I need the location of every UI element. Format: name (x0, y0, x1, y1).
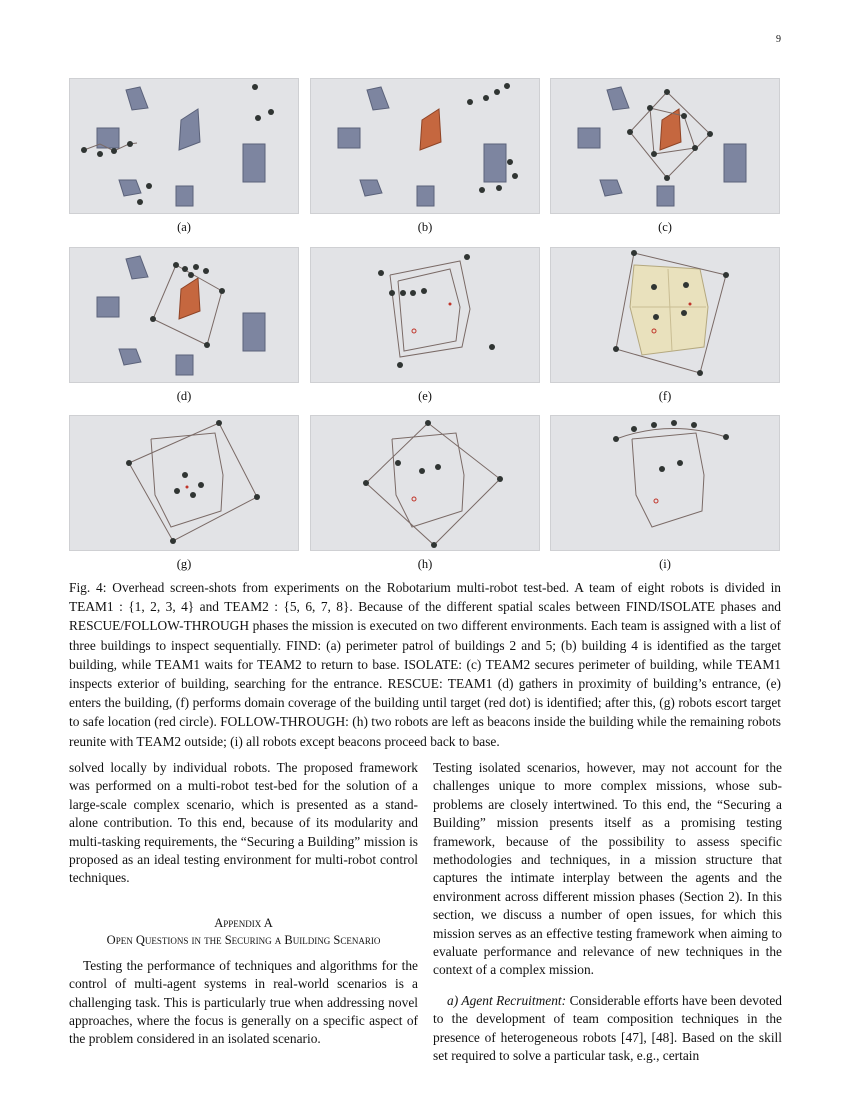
subfigure-label-g: (g) (176, 557, 192, 571)
subfigure-label-c: (c) (658, 220, 672, 234)
appendix-heading (69, 915, 418, 950)
subfigure-label-i: (i) (659, 557, 671, 571)
figure-panel-d (69, 247, 299, 383)
figure-panel-h (310, 415, 540, 551)
figure-panel-b (310, 78, 540, 214)
subfigure-label-b: (b) (417, 220, 433, 234)
figure-panel-c (550, 78, 780, 214)
subsection-title: a) Agent Recruitment: (447, 992, 567, 1008)
appendix-label: Appendix A (214, 915, 273, 930)
figure-panel-e (310, 247, 540, 383)
figure-panel-g (69, 415, 299, 551)
body-paragraph (433, 992, 782, 1066)
figure-panel-a (69, 78, 299, 214)
body-paragraph: solved locally by individual robots. The proposed framework was performed on a multi-robot test-bed for the solution of a large-scale complex scenario, which is presented as a stand-alone contribution. To this end, because of its modularity and multi-tasking requirements, the “Securing a Building” mission is proposed as an ideal testing environment for multi-robot control techniques. (69, 760, 418, 886)
right-column (433, 759, 782, 1066)
left-column (69, 759, 418, 1049)
body-paragraph: Testing the performance of techniques and algorithms for the control of multi-agent systems in real-world scenarios is a challenging task. This is particularly true when addressing novel approaches, where the focus is generally on a specific aspect of the problem considered in an isolated scenario. (69, 957, 418, 1047)
figure-panel-i (550, 415, 780, 551)
figure-caption: Fig. 4: Overhead screen-shots from experiments on the Robotarium multi-robot test-bed. A team of eight robots is divided in TEAM1 : {1, 2, 3, 4} and TEAM2 : {5, 6, 7, 8}. Because of the different spatial scales between FIND/ISOLATE phases and RESCUE/FOLLOW-THROUGH phases the mission is executed on two different environments. Each team is assigned with a list of three buildings to inspect sequentially. FIND: (a) perimeter patrol of buildings 2 and 5; (b) building 4 is identified as the target building, while TEAM1 waits for TEAM2 to return to base. ISOLATE: (c) TEAM2 secures perimeter of building, while TEAM1 inspects exterior of building, searching for the entrance. RESCUE: TEAM1 (d) gathers in proximity of building’s entrance, (e) enters the building, (f) performs domain coverage of the building until target (red dot) is identified; after this, (g) robots escort target to safe location (red circle). FOLLOW-THROUGH: (h) two robots are left as beacons inside the building while the remaining robots reunite with TEAM2 outside; (i) all robots except beacons proceed back to base. (69, 580, 781, 749)
subfigure-label-a: (a) (177, 220, 191, 234)
subfigure-label-d: (d) (176, 389, 192, 403)
figure-panel-f (550, 247, 780, 383)
subsection-text: Considerable efforts have been devoted to the development of team composition techniques in the presence of heterogeneous robots [47], [48]. Based on the skill set required to solve a particular task, e.g., certain (433, 992, 782, 1064)
subfigure-label-e: (e) (418, 389, 432, 403)
appendix-title: Open Questions in the Securing a Building Scenario (106, 933, 381, 948)
subfigure-label-f: (f) (658, 389, 672, 403)
page-number: 9 (776, 34, 781, 45)
body-paragraph: Testing isolated scenarios, however, may not account for the challenges unique to more complex missions, whose sub-problems are closely intertwined. To this end, the “Securing a Building” mission presents itself as a promising testing framework, because of the possibility to assess specific methodologies and techniques, in a mission structure that captures the intimate interplay between the agents and the environment across different mission phases (Section 2). In this section, we discuss a number of open issues, for which this mission serves as an effective testing framework when aiming to evaluate performance and relevance of new techniques in the context of a complex mission. (433, 760, 782, 978)
subfigure-label-h: (h) (417, 557, 433, 571)
